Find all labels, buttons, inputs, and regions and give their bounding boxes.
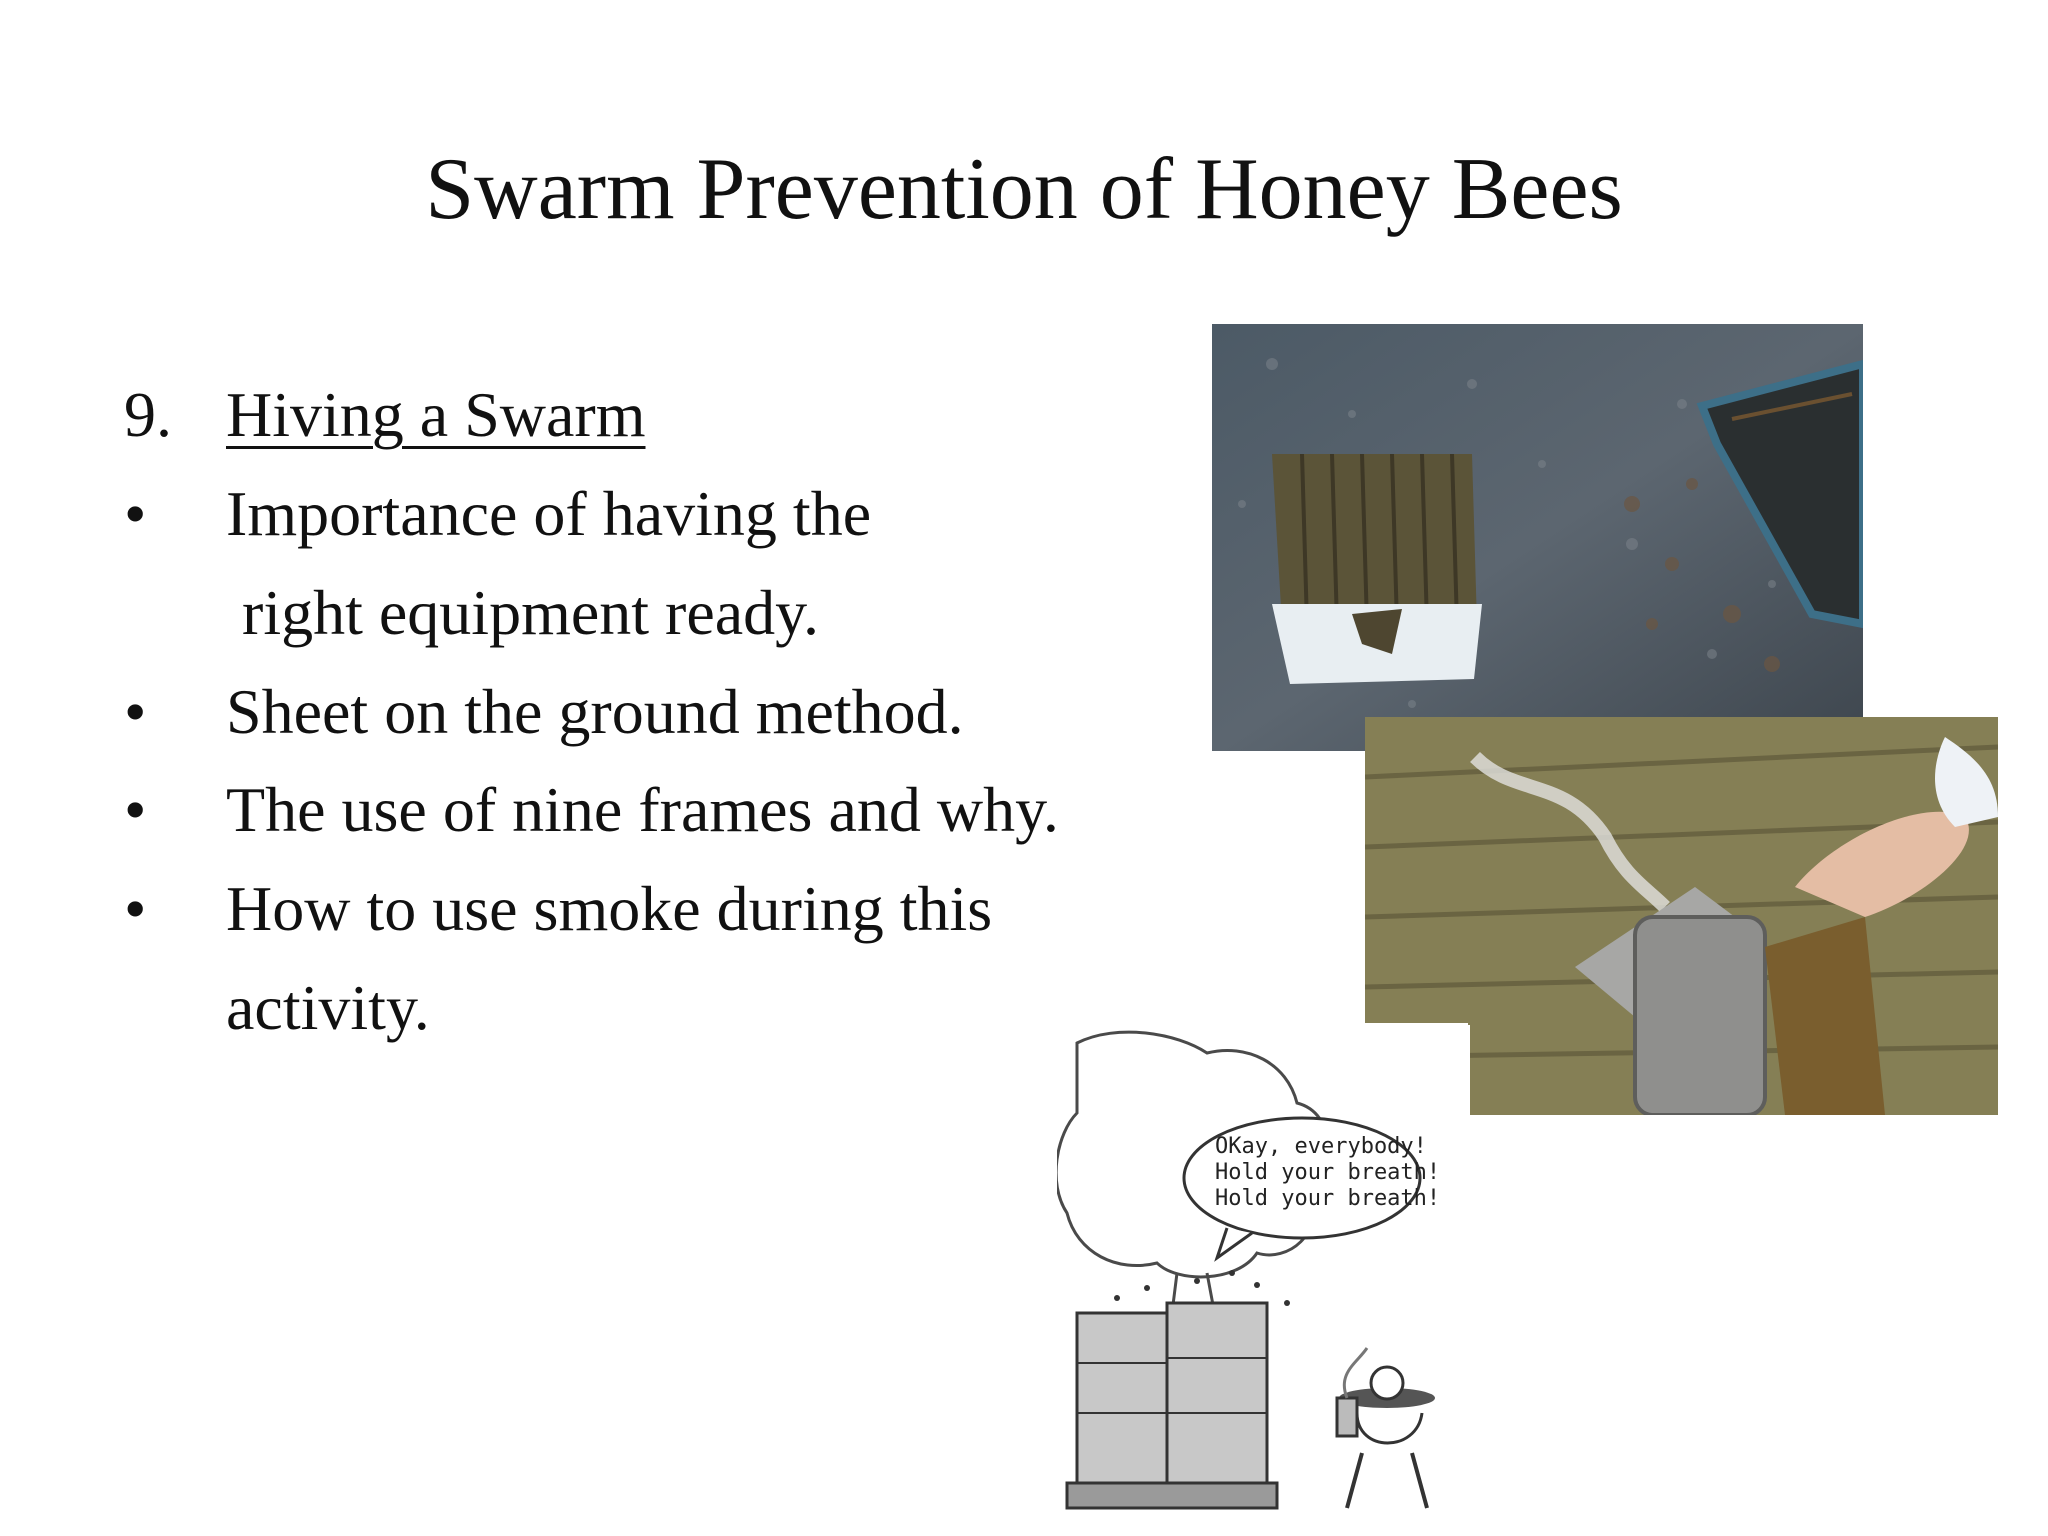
bullet-marker: • <box>124 774 147 845</box>
swarm-box-photo <box>1212 324 1863 751</box>
cartoon-speech-line-2: Hold your breath! <box>1215 1160 1441 1185</box>
bullet-marker: • <box>124 873 147 944</box>
bullet-2-line-1: Sheet on the ground method. <box>226 676 964 747</box>
cartoon-speech-line-3: Hold your breath! <box>1215 1186 1441 1211</box>
slide-title: Swarm Prevention of Honey Bees <box>425 141 1623 238</box>
bullet-4-line-1: How to use smoke during this <box>226 873 993 944</box>
bullet-1-line-2: right equipment ready. <box>226 577 819 648</box>
bullet-4-line-2: activity. <box>226 972 430 1043</box>
heading-number: 9. <box>124 379 172 450</box>
cartoon-speech-line-1: OKay, everybody! <box>1215 1134 1427 1159</box>
bullet-marker: • <box>124 676 147 747</box>
heading-text: Hiving a Swarm <box>226 379 646 450</box>
bullet-3-line-1: The use of nine frames and why. <box>226 774 1059 845</box>
bullet-1-line-1: Importance of having the <box>226 478 872 549</box>
beehive-cartoon <box>1057 1023 1468 1531</box>
bullet-marker: • <box>124 478 147 549</box>
